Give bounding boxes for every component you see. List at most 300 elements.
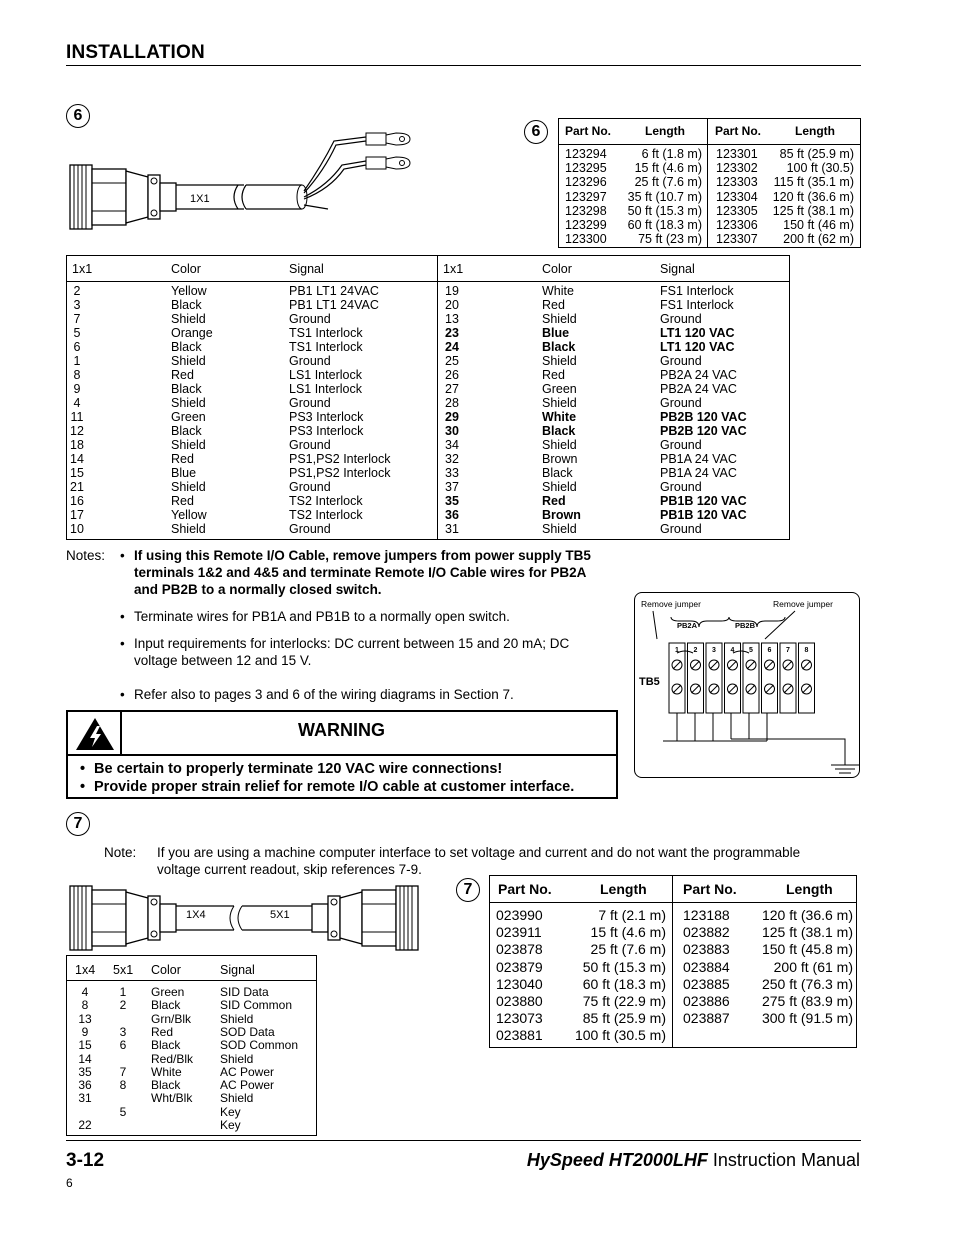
wire-signal: Ground (289, 480, 331, 494)
wire-pin: 21 (70, 480, 84, 494)
cable-drawing-1x4-5x1 (66, 880, 426, 955)
part-length: 275 ft (83.9 m) (761, 993, 853, 1009)
wire7-pin-5x1: 5 (119, 1104, 127, 1119)
wire7-pin-1x4: 31 (78, 1091, 92, 1106)
tb5-terminal-number: 5 (749, 647, 753, 654)
wire-row (438, 452, 790, 466)
wire-pin: 27 (445, 382, 459, 396)
wire-signal: PB1B 120 VAC (660, 508, 747, 522)
wire-header: Signal (660, 262, 695, 276)
wire-row (438, 326, 790, 340)
wire7-pin-1x4: 9 (81, 1024, 89, 1039)
part-length: 120 ft (36.6 m) (772, 189, 854, 204)
wire-row (438, 284, 790, 298)
part-number: 123073 (496, 1010, 543, 1027)
wire-row (67, 312, 437, 326)
part-number: 123298 (565, 203, 607, 218)
warning-title: WARNING (298, 720, 385, 740)
parts-header: Part No. (715, 124, 762, 138)
wire7-signal: AC Power (220, 1078, 275, 1093)
wire-row (67, 410, 437, 424)
wire-pin: 18 (70, 438, 84, 452)
wire-row (438, 382, 790, 396)
wire-row (438, 410, 790, 424)
tb5-terminal (799, 643, 815, 713)
tb5-diagram (634, 592, 860, 778)
wire-color: Blue (171, 466, 197, 480)
part-number: 023911 (496, 924, 542, 941)
wire-color: Shield (542, 480, 577, 494)
part-number: 123296 (565, 175, 607, 190)
wire-pin: 24 (445, 340, 459, 354)
wire-signal: TS1 Interlock (289, 340, 363, 354)
wire7-signal: Shield (220, 1011, 254, 1026)
wire-pin: 9 (73, 382, 81, 396)
tb5-terminal (688, 643, 704, 713)
note-text: If using this Remote I/O Cable, remove jumpers from power supply TB5 terminals 1&2 and 4&5 and terminate Remote I/O Cable wires for PB2A and PB2B to a normally closed switch. (134, 548, 591, 597)
wire7-color: Grn/Blk (151, 1011, 192, 1026)
part-number: 023881 (496, 1027, 543, 1044)
wire7-header: 5x1 (113, 963, 134, 977)
wire-pin: 29 (445, 410, 459, 424)
footer-rule (66, 1140, 861, 1141)
tb5-terminal-number: 6 (767, 647, 772, 654)
wire7-color: Green (151, 985, 185, 999)
tb5-terminal-number: 4 (730, 647, 735, 654)
wire7-pin-1x4: 13 (78, 1011, 92, 1026)
wire-row (438, 466, 790, 480)
part-number: 023883 (683, 941, 730, 958)
wire-row (438, 480, 790, 494)
part-length: 15 ft (4.6 m) (590, 924, 666, 941)
wire-pin: 11 (70, 410, 84, 424)
wire-color: Shield (542, 396, 577, 410)
wire-color: Yellow (171, 508, 207, 522)
note-bullet: • (120, 636, 125, 651)
wire-row (67, 382, 437, 396)
wire7-signal: Shield (220, 1051, 254, 1066)
wire-signal: PB1 LT1 24VAC (289, 298, 379, 312)
part-length: 75 ft (22.9 m) (582, 993, 666, 1009)
manual-title (527, 1150, 860, 1171)
section-title: INSTALLATION (66, 42, 205, 63)
wire-color: Green (171, 410, 206, 424)
parts7-header: Part No. (683, 881, 737, 897)
wire-color: Shield (542, 354, 577, 368)
wire-row (438, 494, 790, 508)
wire-pin: 4 (73, 396, 81, 410)
wire-color: Red (542, 368, 565, 382)
remove-jumper-label-left: Remove jumper (641, 599, 701, 609)
wire-signal: LS1 Interlock (289, 368, 362, 382)
wire-color: Shield (171, 312, 206, 326)
tb5-terminal (706, 643, 722, 713)
wire-row (438, 522, 790, 536)
wire-signal: Ground (660, 522, 702, 536)
wire-pin: 36 (445, 508, 459, 522)
wire-signal: LT1 120 VAC (660, 340, 735, 354)
wire7-pin-1x4: 4 (81, 985, 89, 999)
part-number: 123297 (565, 189, 607, 204)
wire-signal: LS1 Interlock (289, 382, 362, 396)
wire-color: Brown (542, 452, 578, 466)
wire-row (67, 396, 437, 410)
part-length: 150 ft (45.8 m) (761, 941, 853, 958)
wire-signal: Ground (289, 438, 331, 452)
wire-pin: 33 (445, 466, 459, 480)
wire-row (438, 354, 790, 368)
wiring-table-1x1 (66, 255, 790, 540)
wire-color: Black (542, 340, 576, 354)
wire7-pin-1x4: 15 (78, 1038, 92, 1053)
wire-pin: 2 (73, 284, 81, 298)
product-name: HySpeed HT2000LHF (526, 1150, 708, 1170)
tb5-terminal (725, 643, 741, 713)
wire-signal: FS1 Interlock (660, 284, 734, 298)
wire7-header: Signal (220, 963, 255, 977)
part-length: 75 ft (23 m) (638, 232, 702, 247)
part-length: 200 ft (61 m) (773, 958, 853, 975)
part-length: 85 ft (25.9 m) (779, 147, 854, 161)
wire-signal: PB2A 24 VAC (660, 382, 737, 396)
wire-row (67, 368, 437, 382)
wire-color: Orange (171, 326, 213, 340)
wire-header: Signal (289, 262, 324, 276)
wire7-row (67, 1078, 316, 1091)
wire-row (67, 494, 437, 508)
wire7-pin-5x1: 6 (119, 1038, 127, 1053)
tb5-terminal (762, 643, 778, 713)
pb2b-label: PB2B (735, 621, 756, 630)
note-text: Terminate wires for PB1A and PB1B to a normally open switch. (134, 609, 510, 624)
wire7-row (67, 985, 316, 998)
wire7-pin-1x4: 14 (78, 1051, 92, 1066)
wire-pin: 12 (70, 424, 84, 438)
wire-header: 1x1 (72, 262, 93, 276)
wire7-color: Black (151, 998, 181, 1013)
wire-signal: Ground (289, 354, 331, 368)
note-bullet: • (120, 687, 125, 702)
wire7-row (67, 1118, 316, 1131)
wire7-pin-1x4: 8 (81, 998, 89, 1013)
wire-pin: 14 (70, 452, 84, 466)
wire-row (67, 438, 437, 452)
parts7-header: Part No. (498, 881, 552, 897)
wire-pin: 35 (445, 494, 459, 508)
wire7-signal: Shield (220, 1091, 254, 1106)
part-length: 15 ft (4.6 m) (634, 161, 702, 176)
wire-color: Black (542, 466, 573, 480)
wire-pin: 23 (445, 326, 459, 340)
note-label: Note: (104, 845, 137, 860)
wire-row (438, 424, 790, 438)
wire7-color: Black (151, 1038, 181, 1053)
wire7-pin-1x4: 22 (78, 1118, 92, 1132)
wire-color: Green (542, 382, 577, 396)
wire7-signal: AC Power (220, 1064, 275, 1079)
tb5-terminal-number: 8 (804, 647, 809, 654)
page-number: 3-12 (66, 1150, 105, 1171)
wire-color: Brown (542, 508, 581, 522)
wire-row (67, 284, 437, 298)
wire7-row (67, 1065, 316, 1078)
parts-header: Part No. (565, 124, 612, 138)
wire7-row (67, 1105, 316, 1118)
wire-signal: Ground (660, 396, 702, 410)
wire-color: Black (171, 382, 202, 396)
wire-row (67, 424, 437, 438)
wire-header: 1x1 (443, 262, 464, 276)
part-length: 60 ft (18.3 m) (627, 218, 702, 232)
wire-pin: 34 (445, 438, 459, 452)
wire-signal: TS1 Interlock (289, 326, 363, 340)
part-number: 123302 (716, 161, 758, 176)
wire-row (438, 396, 790, 410)
wire-row (67, 326, 437, 340)
wire7-row (67, 1038, 316, 1051)
part-number: 123295 (565, 161, 607, 176)
wire-color: Shield (542, 438, 577, 452)
wire-row (67, 340, 437, 354)
part-number: 123040 (496, 975, 543, 992)
wire-color: White (542, 410, 577, 424)
wire-color: Blue (542, 326, 570, 340)
pb2a-label: PB2A (677, 621, 698, 630)
cable-drawing-1x1 (66, 125, 416, 235)
wire-row (67, 522, 437, 536)
wire-signal: Ground (289, 312, 331, 326)
wire-signal: Ground (660, 480, 702, 494)
wire7-row (67, 1091, 316, 1104)
part-length: 115 ft (35.1 m) (773, 175, 854, 190)
wire-pin: 25 (445, 354, 459, 368)
wire-pin: 20 (445, 298, 459, 312)
wire7-pin-1x4: 35 (78, 1064, 92, 1079)
reference-badge-6-parts: 6 (524, 120, 548, 144)
wire-row (438, 340, 790, 354)
part-length: 100 ft (30.5) (786, 161, 854, 176)
part-length: 300 ft (91.5 m) (761, 1010, 853, 1027)
tb5-terminal (669, 643, 685, 713)
part-length: 25 ft (7.6 m) (634, 175, 702, 190)
wire7-header: Color (151, 963, 181, 977)
warning-bullet: • (80, 761, 86, 777)
wire-color: Black (171, 298, 202, 312)
note-bullet: • (120, 548, 125, 563)
wire-pin: 31 (445, 522, 459, 536)
wire-row (438, 368, 790, 382)
note-text: Input requirements for interlocks: DC current between 15 and 20 mA; DC voltage between 12 and 15 V. (134, 636, 570, 668)
warning-bullet: • (80, 779, 86, 795)
tb5-terminal (780, 643, 796, 713)
wire-header: Color (542, 262, 572, 276)
wire-signal: Ground (660, 312, 702, 326)
part-number: 023887 (683, 1010, 730, 1027)
part-number: 123294 (565, 147, 607, 161)
tb5-terminal-number: 7 (786, 647, 790, 654)
note-text: If you are using a machine computer interface to set voltage and current and do not want the programmable voltage current readout, skip references 7-9. (157, 845, 801, 877)
wire-color: Black (171, 424, 202, 438)
part-number: 123188 (683, 907, 730, 923)
part-number: 023884 (683, 958, 730, 975)
header-rule (66, 65, 861, 66)
wire7-row (67, 1025, 316, 1038)
wire-color: Shield (171, 396, 206, 410)
reference-badge-7: 7 (66, 812, 90, 836)
wire-signal: PS1,PS2 Interlock (289, 466, 391, 480)
tb5-terminal-number: 3 (712, 647, 716, 654)
wire7-signal: SOD Common (220, 1038, 299, 1053)
wire-row (438, 508, 790, 522)
wire-color: Red (171, 452, 194, 466)
parts7-header: Length (786, 881, 833, 897)
part-number: 023886 (683, 993, 730, 1009)
part-length: 6 ft (1.8 m) (641, 147, 702, 161)
wire-pin: 26 (445, 368, 459, 382)
note-text: Refer also to pages 3 and 6 of the wiring diagrams in Section 7. (134, 687, 514, 702)
wire-signal: PS3 Interlock (289, 410, 364, 424)
wire7-signal: SID Common (220, 998, 293, 1013)
wire-row (67, 466, 437, 480)
remove-jumper-label-right: Remove jumper (773, 599, 833, 609)
wire7-pin-5x1: 7 (119, 1064, 127, 1079)
wire7-signal: Key (220, 1104, 241, 1119)
wire-row (67, 452, 437, 466)
wire-signal: PB1A 24 VAC (660, 466, 737, 480)
wire-pin: 32 (445, 452, 459, 466)
reference-badge-7-parts: 7 (456, 878, 480, 902)
wire-signal: PB1 LT1 24VAC (289, 284, 379, 298)
part-length: 25 ft (7.6 m) (590, 941, 666, 958)
wire7-signal: SOD Data (220, 1024, 275, 1039)
wire-signal: TS2 Interlock (289, 494, 363, 508)
part-number: 123306 (716, 218, 758, 232)
part-number: 123301 (716, 147, 758, 161)
part-number: 123305 (716, 203, 758, 218)
wire-color: Shield (542, 312, 577, 326)
note-bullet: • (120, 609, 125, 624)
wire-row (67, 298, 437, 312)
wire-signal: LT1 120 VAC (660, 326, 735, 340)
wire-pin: 28 (445, 396, 459, 410)
wire-pin: 6 (73, 340, 81, 354)
part-length: 120 ft (36.6 m) (761, 907, 853, 923)
wire-color: Black (171, 340, 202, 354)
manual-label: Instruction Manual (707, 1150, 860, 1170)
part-length: 100 ft (30.5 m) (574, 1027, 666, 1044)
wire-row (67, 480, 437, 494)
wire-row (438, 312, 790, 326)
part-number: 123303 (716, 175, 758, 190)
part-length: 7 ft (2.1 m) (598, 907, 666, 923)
warning-icon (74, 716, 116, 752)
parts-table-6 (558, 118, 861, 248)
wire-color: Black (542, 424, 576, 438)
wire-pin: 15 (70, 466, 84, 480)
part-length: 250 ft (76.3 m) (761, 975, 853, 992)
wire-signal: PB2B 120 VAC (660, 424, 747, 438)
wire-color: Shield (171, 354, 206, 368)
parts7-header: Length (600, 881, 647, 897)
part-length: 150 ft (46 m) (783, 218, 854, 232)
wire-header: Color (171, 262, 201, 276)
tb5-terminal-number: 1 (675, 647, 679, 654)
part-number: 123304 (716, 189, 758, 204)
wire-signal: Ground (660, 438, 702, 452)
wire-pin: 30 (445, 424, 459, 438)
wire-signal: Ground (289, 522, 331, 536)
wire-pin: 16 (70, 494, 84, 508)
wire-color: Red (171, 368, 194, 382)
wire7-pin-5x1: 2 (119, 998, 127, 1013)
notes-label: Notes: (66, 548, 106, 563)
wire7-row (67, 1012, 316, 1025)
wire-pin: 3 (73, 298, 81, 312)
part-length: 35 ft (10.7 m) (627, 189, 702, 204)
wire-color: Red (542, 494, 566, 508)
wire-signal: PB1A 24 VAC (660, 452, 737, 466)
tb5-terminal (743, 643, 759, 713)
warning-text: Be certain to properly terminate 120 VAC wire connections! (94, 761, 503, 777)
wire7-row (67, 1052, 316, 1065)
wire-pin: 8 (73, 368, 81, 382)
part-number: 123307 (716, 232, 758, 247)
wire-color: Shield (171, 522, 206, 536)
wire-signal: Ground (289, 396, 331, 410)
wire-row (67, 508, 437, 522)
drawing-label-1x4: 1X4 (186, 909, 206, 921)
warning-box (66, 710, 618, 799)
part-number: 023990 (496, 907, 543, 923)
parts-header: Length (645, 124, 685, 138)
part-number: 123299 (565, 218, 607, 232)
wire-color: Shield (171, 438, 206, 452)
wire-pin: 37 (445, 480, 459, 494)
wire-row (67, 354, 437, 368)
part-number: 023878 (496, 941, 543, 958)
wire7-pin-5x1: 3 (119, 1024, 127, 1039)
part-length: 50 ft (15.3 m) (582, 958, 666, 975)
wire-color: Shield (542, 522, 577, 536)
tb5-label: TB5 (639, 676, 660, 688)
wire-color: Shield (171, 480, 206, 494)
wire7-signal: Key (220, 1118, 241, 1132)
wire-signal: Ground (660, 354, 702, 368)
wire-signal: PS3 Interlock (289, 424, 364, 438)
wire7-color: Black (151, 1078, 181, 1093)
parts-header: Length (795, 124, 835, 138)
part-length: 50 ft (15.3 m) (627, 203, 702, 218)
wire-color: Red (171, 494, 194, 508)
drawing-label-5x1: 5X1 (270, 909, 290, 921)
part-length: 125 ft (38.1 m) (772, 203, 854, 218)
wire-color: White (542, 284, 574, 298)
wire-signal: PB2B 120 VAC (660, 410, 747, 424)
wire-color: Yellow (171, 284, 207, 298)
part-length: 60 ft (18.3 m) (582, 975, 666, 992)
wire7-color: Red (151, 1024, 174, 1039)
wire-row (438, 438, 790, 452)
wiring-table-1x4 (66, 955, 317, 1136)
wire-row (438, 298, 790, 312)
wire-color: Red (542, 298, 565, 312)
wire-signal: FS1 Interlock (660, 298, 734, 312)
wire7-row (67, 998, 316, 1011)
wire-pin: 1 (73, 354, 81, 368)
wire7-color: Wht/Blk (151, 1091, 193, 1106)
part-number: 023879 (496, 958, 543, 975)
warning-text: Provide proper strain relief for remote I/O cable at customer interface. (94, 779, 575, 795)
